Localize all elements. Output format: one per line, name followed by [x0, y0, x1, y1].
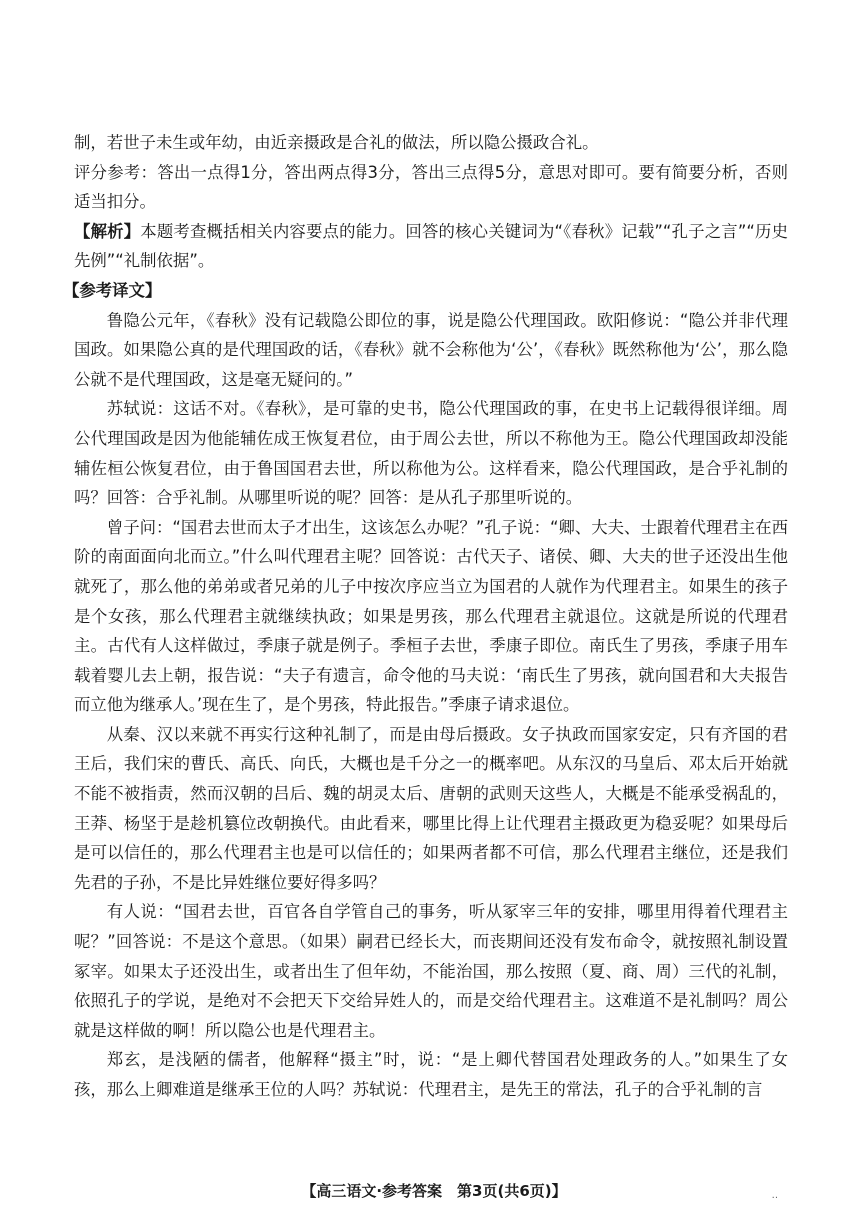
corner-mark: .. [771, 1190, 778, 1201]
analysis-body: 本题考查概括相关内容要点的能力。回答的核心关键词为“《春秋》记载”“孔子之言”“历史先例”“礼制依据”。 [74, 221, 788, 271]
translation-paragraph-4: 从秦、汉以来就不再实行这种礼制了，而是由母后摄政。女子执政而国家安定，只有齐国的君王后，我们宋的曹氏、高氏、向氏，大概也是千分之一的概率吧。从东汉的马皇后、邓太后开始就不能不被指责，然而汉朝的吕后、魏的胡灵太后、唐朝的武则天这些人，大概是不能承受祸乱的，王莽、杨坚于是趁机篡位改朝换代。由此看来，哪里比得上让代理君主摄政更为稳妥呢？如果母后是可以信任的，那么代理君主也是可以信任的；如果两者都不可信，那么代理君主继位，还是我们先君的子孙，不是比异姓继位要好得多吗？ [74, 724, 788, 892]
translation-paragraph-6: 郑玄，是浅陋的儒者，他解释“摄主”时，说：“是上卿代替国君处理政务的人。”如果生了女孩，那么上卿难道是继承王位的人吗？苏轼说：代理君主，是先王的常法，孔子的合乎礼制的言 [74, 1050, 788, 1099]
translation-heading: 【参考译文】 [63, 280, 162, 300]
page-content [63, 128, 788, 1105]
analysis [74, 217, 788, 276]
translation-paragraph-5: 有人说：“国君去世，百官各自学管自己的事务，听从冢宰三年的安排，哪里用得着代理君主呢？”回答说：不是这个意思。（如果）嗣君已经长大，而丧期间还没有发布命令，就按照礼制设置冢宰。如果太子还没出生，或者出生了但年幼，不能治国，那么按照（夏、商、周）三代的礼制，依照孔子的学说，是绝对不会把天下交给异姓人的，而是交给代理君主。这难道不是礼制吗？周公就是这样做的啊！所以隐公也是代理君主。 [74, 902, 788, 1040]
answer-continuation: 制，若世子未生或年幼，由近亲摄政是合礼的做法，所以隐公摄政合礼。 [74, 133, 599, 152]
page-footer: 【高三语文·参考答案 第3页(共6页)】 [301, 1182, 567, 1200]
translation-paragraph-1: 鲁隐公元年，《春秋》没有记载隐公即位的事，说是隐公代理国政。欧阳修说：“隐公并非代理国政。如果隐公真的是代理国政的话，《春秋》就不会称他为‘公’，《春秋》既然称他为‘公’，那么隐公就不是代理国政，这是毫无疑问的。” [74, 310, 788, 389]
analysis-tag: 【解析】 [74, 221, 141, 241]
translation-paragraph-3: 曾子问：“国君去世而太子才出生，这该怎么办呢？”孔子说：“卿、大夫、士跟着代理君主在西阶的南面面向北而立。”什么叫代理君主呢？回答说：古代天子、诸侯、卿、大夫的世子还没出生他就死了，那么他的弟弟或者兄弟的儿子中按次序应当立为国君的人就作为代理君主。如果生的孩子是个女孩，那么代理君主就继续执政；如果是男孩，那么代理君主就退位。这就是所说的代理君主。古代有人这样做过，季康子就是例子。季桓子去世，季康子即位。南氏生了男孩，季康子用车载着婴儿去上朝，报告说：“夫子有遗言，命令他的马夫说：‘南氏生了男孩，就向国君和大夫报告而立他为继承人。’现在生了，是个男孩，特此报告。”季康子请求退位。 [74, 517, 788, 715]
translation-paragraph-2: 苏轼说：这话不对。《春秋》，是可靠的史书，隐公代理国政的事，在史书上记载得很详细。周公代理国政是因为他能辅佐成王恢复君位，由于周公去世，所以不称他为王。隐公代理国政却没能辅佐桓公恢复君位，由于鲁国国君去世，所以称他为公。这样看来，隐公代理国政，是合乎礼制的吗？回答：合乎礼制。从哪里听说的呢？回答：是从孔子那里听说的。 [74, 399, 788, 508]
scoring-reference: 评分参考：答出一点得1分，答出两点得3分，答出三点得5分，意思对即可。要有简要分析，否则适当扣分。 [74, 162, 788, 212]
